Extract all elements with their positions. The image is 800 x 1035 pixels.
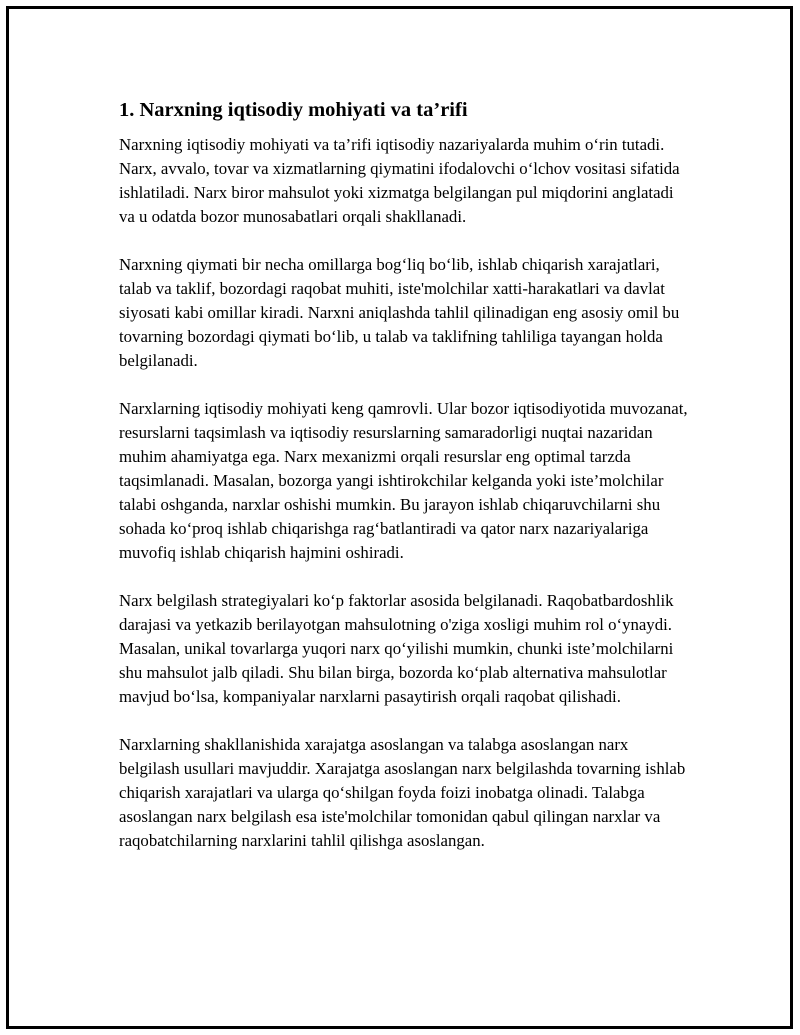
paragraph-3: Narxlarning iqtisodiy mohiyati keng qamrovli. Ular bozor iqtisodiyotida muvozanat, resurslarni taqsimlash va iqtisodiy resurslarning samaradorligi nuqtai nazaridan muhim ahamiyatga ega. Narx mexanizmi orqali resurslar eng optimal tarzda taqsimlanadi. Masalan, bozorga yangi ishtirokchilar kelganda yoki iste’molchilar talabi oshganda, narxlar oshishi mumkin. Bu jarayon ishlab chiqaruvchilarni shu sohada ko‘proq ishlab chiqarishga rag‘batlantiradi va qator narx nazariyalariga muvofiq ishlab chiqarish hajmini oshiradi. [119, 399, 688, 562]
page-frame [6, 6, 793, 1029]
paragraph-5: Narxlarning shakllanishida xarajatga asoslangan va talabga asoslangan narx belgilash usullari mavjuddir. Xarajatga asoslangan narx belgilashda tovarning ishlab chiqarish xarajatlari va ularga qo‘shilgan foyda foizi inobatga olinadi. Talabga asoslangan narx belgilash esa iste'molchilar tomonidan qabul qilingan narxlar va raqobatchilarning narxlarini tahlil qilishga asoslangan. [119, 735, 686, 850]
paragraph-2: Narxning qiymati bir necha omillarga bog‘liq bo‘lib, ishlab chiqarish xarajatlari, talab va taklif, bozordagi raqobat muhiti, iste'molchilar xatti-harakatlari va davlat siyosati kabi omillar kiradi. Narxni aniqlashda tahlil qilinadigan eng asosiy omil bu tovarning bozordagi qiymati bo‘lib, u talab va taklifning tahliliga tayangan holda belgilanadi. [119, 255, 680, 370]
paragraph-4: Narx belgilash strategiyalari ko‘p faktorlar asosida belgilanadi. Raqobatbardoshlik darajasi va yetkazib berilayotgan mahsulotning o'ziga xosligi muhim rol o‘ynaydi. Masalan, unikal tovarlarga yuqori narx qo‘yilishi mumkin, chunki iste’molchilarni shu mahsulot jalb qiladi. Shu bilan birga, bozorda ko‘plab alternativa mahsulotlar mavjud bo‘lsa, kompaniyalar narxlarni pasaytirish orqali raqobat qilishadi. [119, 591, 674, 706]
document-body [119, 97, 691, 877]
section-heading: 1. Narxning iqtisodiy mohiyati va ta’rifi [119, 99, 468, 121]
paragraph-1: Narxning iqtisodiy mohiyati va ta’rifi iqtisodiy nazariyalarda muhim o‘rin tutadi. Narx, avvalo, tovar va xizmatlarning qiymatini ifodalovchi o‘lchov vositasi sifatida ishlatiladi. Narx biror mahsulot yoki xizmatga belgilangan pul miqdorini anglatadi va u odatda bozor munosabatlari orqali shakllanadi. [119, 135, 680, 226]
